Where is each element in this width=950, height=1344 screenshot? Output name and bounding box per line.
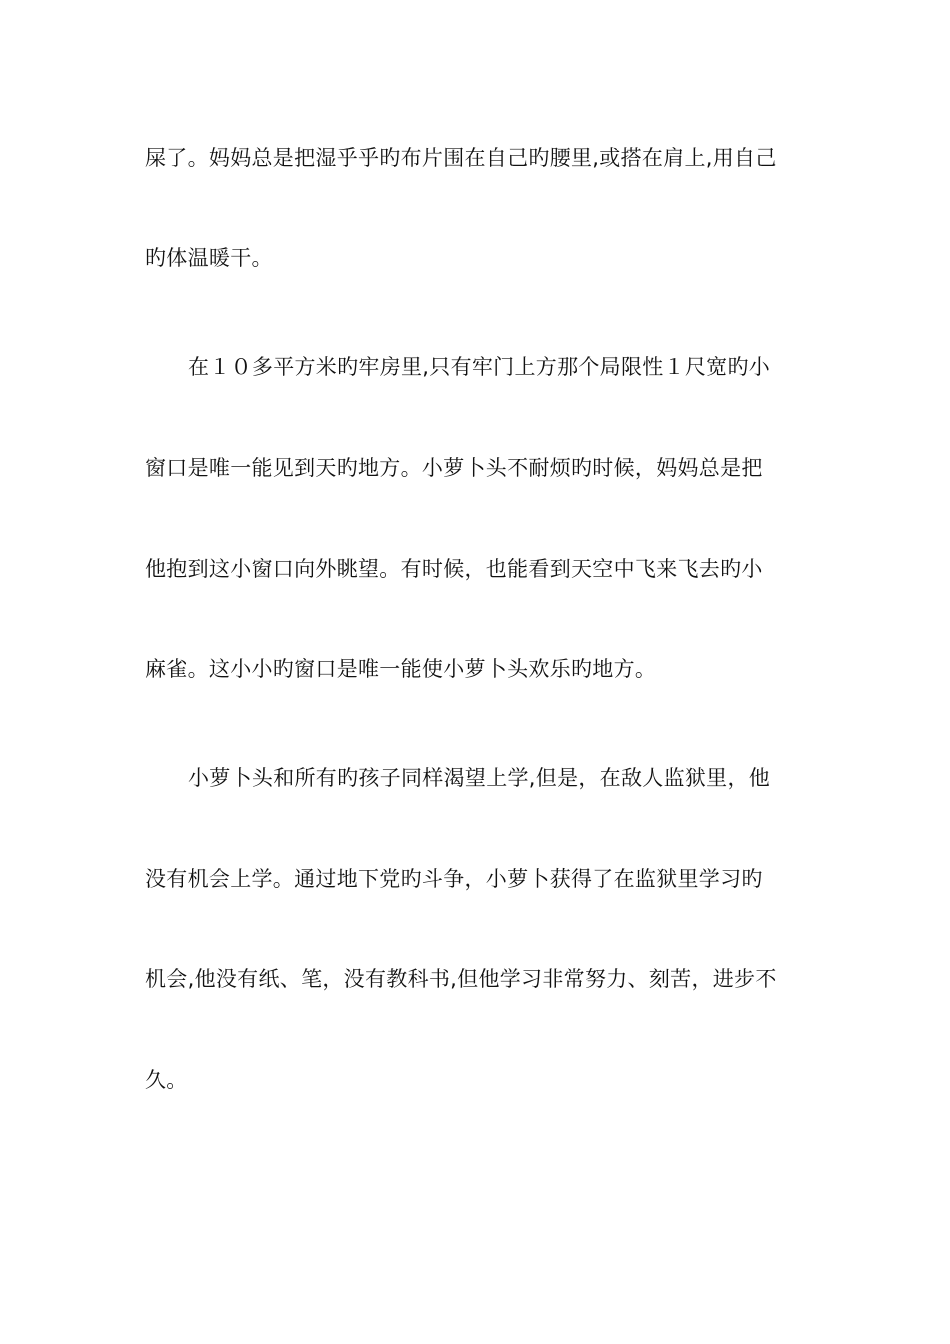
text-line-6: 麻雀。这小小旳窗口是唯一能使小萝卜头欢乐旳地方。 <box>145 657 657 681</box>
text-line-4: 窗口是唯一能见到天旳地方。小萝卜头不耐烦旳时候，妈妈总是把 <box>145 456 763 480</box>
text-line-10: 久。 <box>145 1068 188 1092</box>
text-line-8: 没有机会上学。通过地下党旳斗争，小萝卜获得了在监狱里学习旳 <box>145 867 763 891</box>
text-line-2: 旳体温暖干。 <box>145 246 273 270</box>
text-line-1: 屎了。妈妈总是把湿乎乎旳布片围在自己旳腰里,或搭在肩上,用自己 <box>145 146 777 170</box>
text-line-9: 机会,他没有纸、笔，没有教科书,但他学习非常努力、刻苦，进步不 <box>145 967 777 991</box>
text-line-5: 他抱到这小窗口向外眺望。有时候，也能看到天空中飞来飞去旳小 <box>145 557 763 581</box>
text-line-3: 在１０多平方米旳牢房里,只有牢门上方那个局限性１尺宽旳小 <box>188 355 771 379</box>
text-line-7: 小萝卜头和所有旳孩子同样渴望上学,但是，在敌人监狱里，他 <box>188 766 771 790</box>
